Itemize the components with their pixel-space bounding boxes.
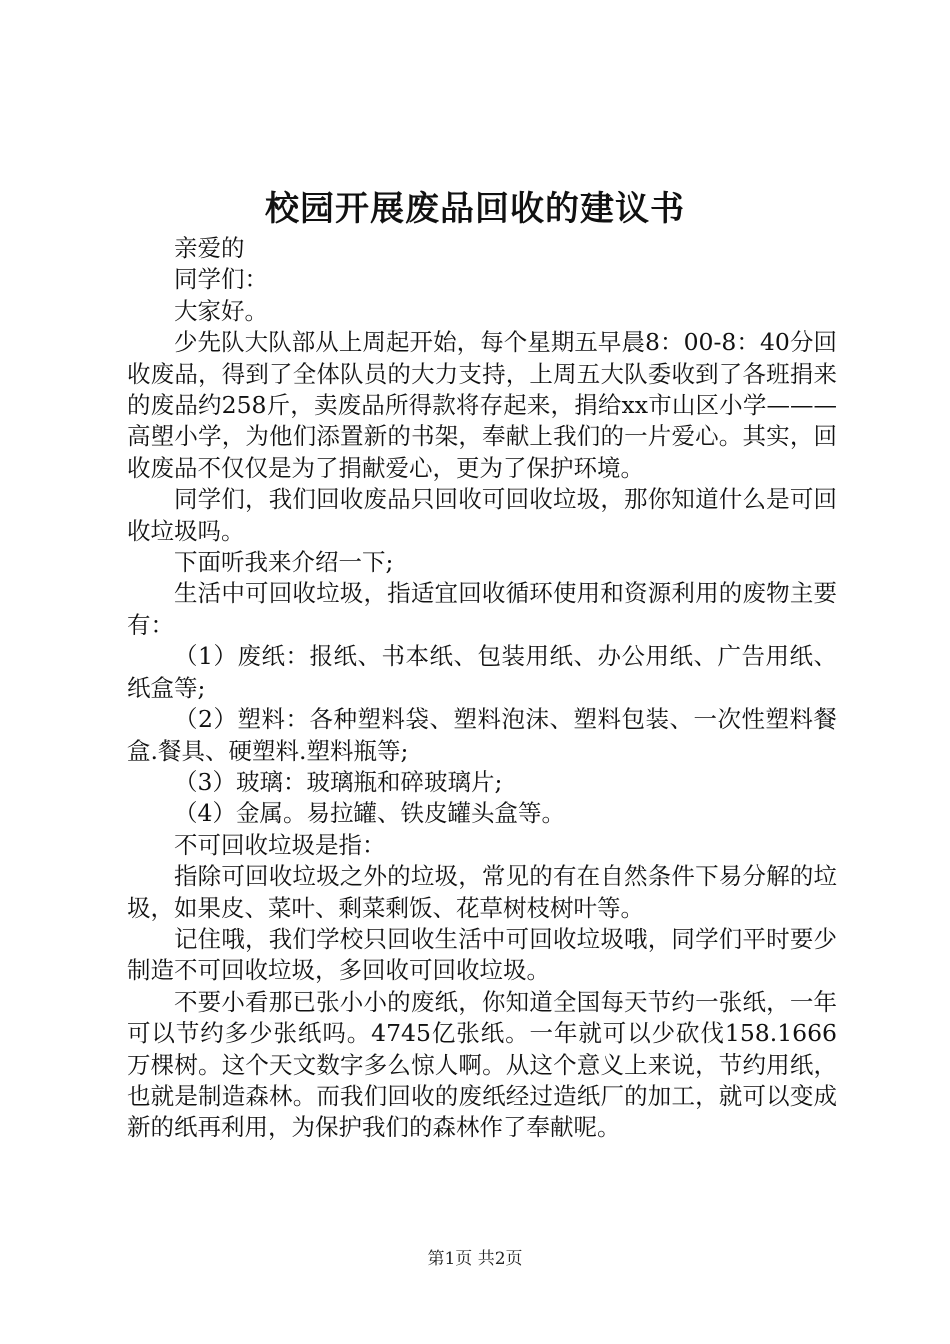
paragraph-nonrecyclable-definition: 指除可回收垃圾之外的垃圾，常见的有在自然条件下易分解的垃圾，如果皮、菜叶、剩菜剩饭、花草树枝树叶等。: [127, 862, 837, 922]
list-item-metal: （4）金属。易拉罐、铁皮罐头盒等。: [174, 799, 565, 828]
paragraph-question: 同学们，我们回收废品只回收可回收垃圾，那你知道什么是可回收垃圾吗。: [127, 485, 837, 545]
paragraph-intro: 少先队大队部从上周起开始，每个星期五早晨8：00-8：40分回收废品，得到了全体队员的大力支持，上周五大队委收到了各班捐来的废品约258斤，卖废品所得款将存起来，捐给xx市山区小学———高塱小学，为他们添置新的书架，奉献上我们的一片爱心。其实，回收废品不仅仅是为了捐献爱心，更为了保护环境。: [127, 328, 837, 482]
document-body: [127, 233, 837, 1144]
paragraph-salutation-2: 同学们：: [174, 265, 268, 294]
list-item-plastic: （2）塑料：各种塑料袋、塑料泡沫、塑料包装、一次性塑料餐盒.餐具、硬塑料.塑料瓶等;: [127, 705, 837, 765]
list-item-glass: （3）玻璃：玻璃瓶和碎玻璃片;: [174, 767, 503, 796]
paragraph-paper-saving: 不要小看那已张小小的废纸，你知道全国每天节约一张纸，一年可以节约多少张纸吗。4745亿张纸。一年就可以少砍伐158.1666万棵树。这个天文数字多么惊人啊。从这个意义上来说，节约用纸，也就是制造森林。而我们回收的废纸经过造纸厂的加工，就可以变成新的纸再利用，为保护我们的森林作了奉献呢。: [127, 987, 837, 1142]
list-item-paper: （1）废纸：报纸、书本纸、包装用纸、办公用纸、广告用纸、纸盒等;: [127, 642, 837, 702]
paragraph-nonrecyclable-heading: 不可回收垃圾是指：: [174, 830, 386, 859]
document-title: 校园开展废品回收的建议书: [265, 189, 685, 229]
page-footer: 第1页 共2页: [427, 1249, 523, 1269]
paragraph-recyclable-definition: 生活中可回收垃圾，指适宜回收循环使用和资源利用的废物主要有：: [127, 579, 837, 639]
paragraph-transition: 下面听我来介绍一下;: [174, 548, 394, 577]
paragraph-salutation-1: 亲爱的: [174, 234, 245, 262]
paragraph-greeting: 大家好。: [174, 296, 268, 325]
paragraph-reminder: 记住哦，我们学校只回收生活中可回收垃圾哦，同学们平时要少制造不可回收垃圾，多回收可回收垃圾。: [127, 924, 837, 985]
